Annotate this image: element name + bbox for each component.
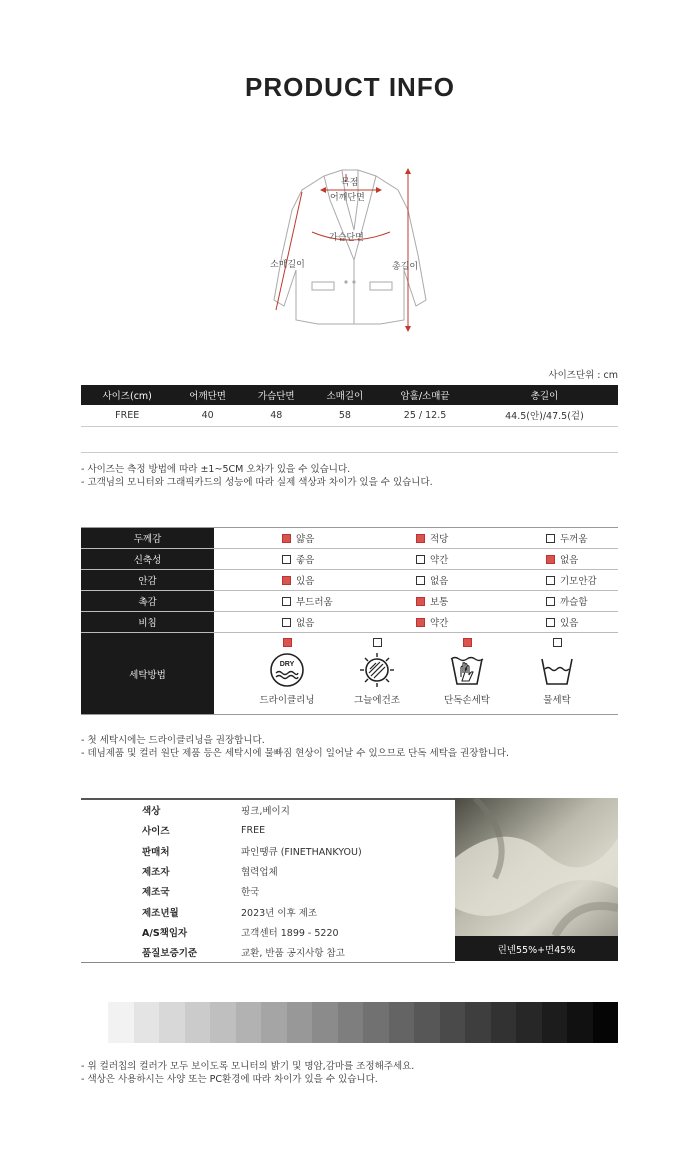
checkbox-icon bbox=[463, 638, 472, 647]
wash-item-label: 드라이클리닝 bbox=[259, 695, 315, 706]
checkbox-icon bbox=[546, 555, 555, 564]
info-value: 핑크,베이지 bbox=[241, 806, 290, 818]
wash-item-label: 그늘에건조 bbox=[354, 695, 400, 706]
note-line: - 위 컬러칩의 컬러가 모두 보이도록 모니터의 밝기 및 명암,감마를 조정해주세요. bbox=[81, 1061, 415, 1072]
attribute-row bbox=[81, 591, 618, 612]
option-label: 얇음 bbox=[296, 534, 315, 545]
wash-item bbox=[242, 633, 332, 714]
wash-item bbox=[512, 633, 602, 714]
info-key: A/S책임자 bbox=[142, 927, 188, 939]
fabric-caption: 린넨55%+면45% bbox=[455, 936, 618, 961]
gray-chip bbox=[338, 1002, 364, 1043]
note-line: - 데님제품 및 컬러 원단 제품 등은 세탁시에 물빠짐 현상이 일어날 수 있으므로 단독 세탁을 권장합니다. bbox=[81, 748, 510, 759]
size-cell: 48 bbox=[242, 405, 311, 426]
color-notes bbox=[81, 1060, 414, 1086]
gray-chip bbox=[567, 1002, 593, 1043]
option-label: 두꺼움 bbox=[560, 534, 588, 545]
wash-item-label: 물세탁 bbox=[543, 695, 571, 706]
info-key: 판매처 bbox=[142, 846, 170, 858]
dry-icon-text: DRY bbox=[279, 661, 295, 668]
checkbox-icon bbox=[282, 555, 291, 564]
grayscale-color-chips bbox=[108, 1002, 618, 1043]
note-line: - 고객님의 모니터와 그래픽카드의 성능에 따라 실제 색상과 차이가 있을 수 있습니다. bbox=[81, 477, 433, 488]
attribute-row bbox=[81, 612, 618, 633]
option-label: 있음 bbox=[560, 618, 579, 629]
option-label: 까슬함 bbox=[560, 597, 588, 608]
wash-item bbox=[332, 633, 422, 714]
gray-chip bbox=[440, 1002, 466, 1043]
option-label: 있음 bbox=[296, 576, 315, 587]
attribute-label: 두께감 bbox=[81, 528, 214, 548]
info-value: 한국 bbox=[241, 887, 260, 899]
gray-chip bbox=[185, 1002, 211, 1043]
info-key: 제조자 bbox=[142, 867, 170, 879]
checkbox-icon bbox=[416, 534, 425, 543]
note-line: - 사이즈는 측정 방법에 따라 ±1~5CM 오차가 있을 수 있습니다. bbox=[81, 464, 351, 475]
table-row bbox=[81, 405, 618, 426]
checkbox-icon bbox=[553, 638, 562, 647]
option-label: 좋음 bbox=[296, 555, 315, 566]
checkbox-icon bbox=[282, 597, 291, 606]
gray-chip bbox=[491, 1002, 517, 1043]
option-label: 없음 bbox=[430, 576, 449, 587]
size-header: 사이즈(cm) bbox=[81, 385, 173, 405]
checkbox-icon bbox=[546, 534, 555, 543]
wash-notes bbox=[81, 734, 509, 760]
note-line: - 색상은 사용하시는 사양 또는 PC환경에 따라 차이가 있을 수 있습니다. bbox=[81, 1074, 378, 1085]
option-label: 부드러움 bbox=[296, 597, 333, 608]
checkbox-icon bbox=[416, 597, 425, 606]
gray-chip bbox=[159, 1002, 185, 1043]
size-cell: 25 / 12.5 bbox=[379, 405, 471, 426]
water-wash-icon bbox=[538, 651, 576, 689]
info-key: 제조년월 bbox=[142, 907, 179, 919]
info-value: FREE bbox=[241, 824, 266, 836]
checkbox-icon bbox=[282, 618, 291, 627]
gray-chip bbox=[363, 1002, 389, 1043]
attribute-row bbox=[81, 570, 618, 591]
info-row bbox=[81, 901, 455, 921]
info-value: 고객센터 1899 - 5220 bbox=[241, 927, 339, 939]
fabric-swatch-image bbox=[455, 798, 618, 936]
size-header: 소매길이 bbox=[311, 385, 380, 405]
shade-dry-icon bbox=[358, 651, 396, 689]
attribute-label: 안감 bbox=[81, 570, 214, 590]
gray-chip bbox=[516, 1002, 542, 1043]
info-value: 파인땡큐 (FINETHANKYOU) bbox=[241, 846, 362, 858]
option-label: 보통 bbox=[430, 597, 449, 608]
neck-label: 목점 bbox=[341, 178, 359, 188]
info-row bbox=[81, 942, 455, 962]
checkbox-icon bbox=[416, 618, 425, 627]
info-key: 제조국 bbox=[142, 887, 170, 899]
size-header: 총길이 bbox=[471, 385, 618, 405]
checkbox-icon bbox=[416, 555, 425, 564]
gray-chip bbox=[542, 1002, 568, 1043]
info-row bbox=[81, 861, 455, 881]
checkbox-icon bbox=[373, 638, 382, 647]
dry-clean-icon bbox=[268, 651, 306, 689]
sleeve-label: 소매길이 bbox=[270, 260, 305, 270]
chest-label: 가슴단면 bbox=[329, 233, 364, 243]
size-table bbox=[81, 385, 618, 453]
size-header: 암홀/소매끝 bbox=[379, 385, 471, 405]
info-row bbox=[81, 820, 455, 840]
gray-chip bbox=[210, 1002, 236, 1043]
gray-chip bbox=[593, 1002, 619, 1043]
gray-chip bbox=[389, 1002, 415, 1043]
gray-chip bbox=[465, 1002, 491, 1043]
hand-wash-icon bbox=[448, 651, 486, 689]
option-label: 약간 bbox=[430, 618, 449, 629]
wash-row bbox=[81, 633, 618, 715]
checkbox-icon bbox=[282, 576, 291, 585]
info-row bbox=[81, 922, 455, 942]
page-title: PRODUCT INFO bbox=[245, 72, 455, 102]
size-header: 어깨단면 bbox=[173, 385, 242, 405]
gray-chip bbox=[287, 1002, 313, 1043]
attribute-label: 신축성 bbox=[81, 549, 214, 569]
note-line: - 첫 세탁시에는 드라이클리닝을 권장합니다. bbox=[81, 735, 265, 746]
info-row bbox=[81, 800, 455, 820]
info-row bbox=[81, 841, 455, 861]
wash-item-label: 단독손세탁 bbox=[444, 695, 490, 706]
info-row bbox=[81, 881, 455, 901]
size-cell: FREE bbox=[81, 405, 173, 426]
attribute-table bbox=[81, 527, 618, 715]
gray-chip bbox=[108, 1002, 134, 1043]
wash-label: 세탁방법 bbox=[81, 633, 214, 714]
option-label: 기모안감 bbox=[560, 576, 597, 587]
option-label: 약간 bbox=[430, 555, 449, 566]
info-key: 색상 bbox=[142, 806, 161, 818]
checkbox-icon bbox=[282, 534, 291, 543]
attribute-label: 비침 bbox=[81, 612, 214, 632]
option-label: 적당 bbox=[430, 534, 449, 545]
gray-chip bbox=[134, 1002, 160, 1043]
gray-chip bbox=[312, 1002, 338, 1043]
option-label: 없음 bbox=[560, 555, 579, 566]
size-header: 가슴단면 bbox=[242, 385, 311, 405]
attribute-row bbox=[81, 528, 618, 549]
info-key: 사이즈 bbox=[142, 826, 170, 838]
checkbox-icon bbox=[546, 597, 555, 606]
gray-chip bbox=[261, 1002, 287, 1043]
info-key: 품질보증기준 bbox=[142, 948, 198, 960]
size-unit: 사이즈단위 : cm bbox=[548, 370, 618, 381]
option-label: 없음 bbox=[296, 618, 315, 629]
size-cell: 44.5(안)/47.5(겉) bbox=[471, 405, 618, 426]
info-value: 협력업체 bbox=[241, 867, 278, 879]
size-notes bbox=[81, 463, 433, 489]
gray-chip bbox=[236, 1002, 262, 1043]
size-cell: 40 bbox=[173, 405, 242, 426]
attribute-label: 촉감 bbox=[81, 591, 214, 611]
product-info-table bbox=[81, 798, 455, 963]
checkbox-icon bbox=[546, 618, 555, 627]
checkbox-icon bbox=[283, 638, 292, 647]
info-value: 교환, 반품 공지사항 참고 bbox=[241, 948, 345, 960]
length-label: 총길이 bbox=[392, 262, 419, 272]
checkbox-icon bbox=[546, 576, 555, 585]
size-cell: 58 bbox=[311, 405, 380, 426]
attribute-row bbox=[81, 549, 618, 570]
checkbox-icon bbox=[416, 576, 425, 585]
table-row bbox=[81, 426, 618, 452]
wash-item bbox=[422, 633, 512, 714]
gray-chip bbox=[414, 1002, 440, 1043]
shoulder-label: 어깨단면 bbox=[330, 193, 365, 203]
info-value: 2023년 이후 제조 bbox=[241, 907, 318, 919]
